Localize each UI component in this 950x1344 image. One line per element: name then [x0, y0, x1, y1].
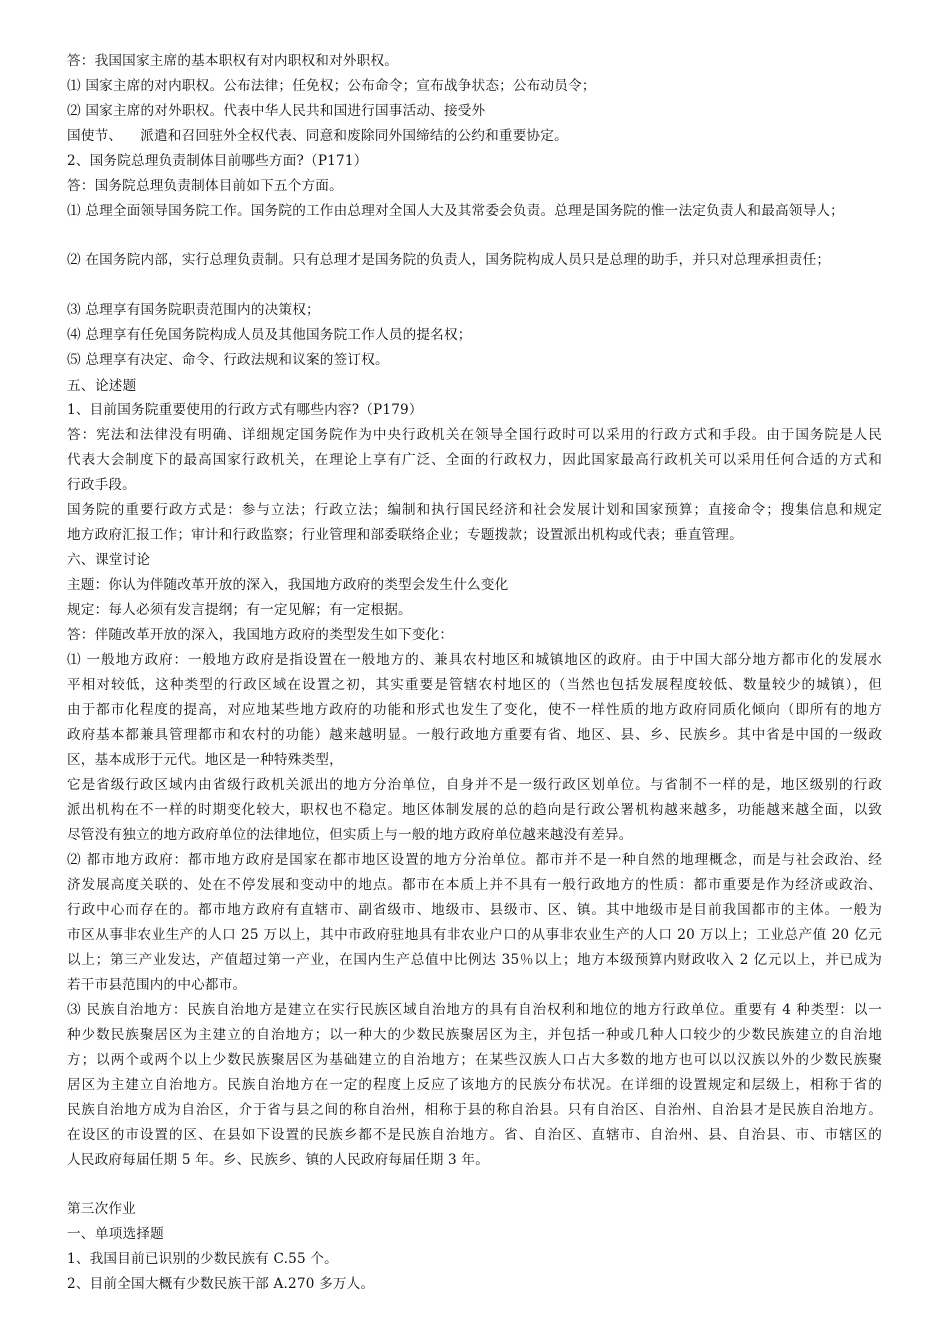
- text-line: ⑵ 国家主席的对外职权。代表中华人民共和国进行国事活动、接受外: [67, 103, 486, 119]
- section-title: 课堂讨论: [95, 552, 151, 568]
- text-line: 尽管没有独立的地方政府单位的法律地位，但实质上与一般的地方政府单位越来越没有差异。: [67, 827, 633, 843]
- text-line: 派出机构在不一样的时期变化较大，职权也不稳定。地区体制发展的总的趋向是行政公署机构越来越多，功能越来越全面，以致: [67, 802, 882, 818]
- assignment-title: 第三次作业: [67, 1201, 136, 1217]
- section-title: 论述题: [95, 378, 137, 394]
- section-number: 六、: [67, 552, 95, 568]
- text-line: 答：我国国家主席的基本职权有对内职权和对外职权。: [67, 53, 399, 69]
- text-line: 答：国务院总理负责制体目前如下五个方面。: [67, 178, 343, 194]
- text-line: 由于都市化程度的提高，对应地某些地方政府的功能和形式也发生了变化，使不一样性质的地方政府同质化倾向（即所有的地方: [67, 702, 882, 718]
- text-line: ⑵ 都市地方政府：都市地方政府是国家在都市地区设置的地方分治单位。都市并不是一种自然的地理概念，而是与社会政治、经: [67, 852, 882, 868]
- text-line: 答：伴随改革开放的深入，我国地方政府的类型发生如下变化：: [67, 627, 454, 643]
- text-line: ⑴ 一般地方政府：一般地方政府是指设置在一般地方的、兼具农村地区和城镇地区的政府。由于中国大部分地方都市化的发展水: [67, 652, 882, 668]
- section-number: 一、: [67, 1226, 95, 1242]
- text-line: 济发展高度关联的、处在不停发展和变动中的地点。都市在本质上并不具有一般行政地方的性质：都市重要是作为经济或政治、: [67, 877, 882, 893]
- question-heading: 2、国务院总理负责制体目前哪些方面?（P171）: [67, 153, 368, 169]
- text-line: 1、我国目前已识别的少数民族有 C.55 个。: [67, 1251, 338, 1267]
- text-line: 区，基本成形于元代。地区是一种特殊类型，: [67, 752, 343, 768]
- section-heading: [67, 1225, 164, 1243]
- text-line: ⑷ 总理享有任免国务院构成人员及其他国务院工作人员的提名权；: [67, 327, 472, 343]
- text-line: ⑵ 在国务院内部，实行总理负责制。只有总理才是国务院的负责人，国务院构成人员只是总理的助手，并只对总理承担责任；: [67, 252, 831, 268]
- text-line: 国务院的重要行政方式是：参与立法；行政立法；编制和执行国民经济和社会发展计划和国家预算；直接命令；搜集信息和规定: [67, 502, 882, 518]
- text-line: 行政中心而存在的。都市地方政府有直辖市、副省级市、地级市、县级市、区、镇。其中地级市是目前我国都市的主体。一般为: [67, 902, 882, 918]
- section-number: 五、: [67, 378, 95, 394]
- text-line: ⑶ 民族自治地方：民族自治地方是建立在实行民族区域自治地方的具有自治权利和地位的地方行政单位。重要有 4 种类型：以一: [67, 1002, 882, 1018]
- section-heading: [67, 551, 150, 569]
- text-line: 政府基本都兼具管理都市和农村的功能）越来越明显。一般行政地方重要有省、地区、县、乡、民族乡。其中省是中国的一级政: [67, 727, 882, 743]
- text-line: 在设区的市设置的区、在县如下设置的民族乡都不是民族自治地方。省、自治区、直辖市、自治州、县、自治县、市、市辖区的: [67, 1127, 882, 1143]
- text-line: 行政手段。: [67, 477, 136, 493]
- question-heading: 1、目前国务院重要使用的行政方式有哪些内容?（P179）: [67, 402, 423, 418]
- text-line: 人民政府每届任期 5 年。乡、民族乡、镇的人民政府每届任期 3 年。: [67, 1152, 490, 1168]
- text-line: 地方政府汇报工作；审计和行政监察；行业管理和部委联络企业；专题拨款；设置派出机构或代表；垂直管理。: [67, 527, 743, 543]
- text-line: 市区从事非农业生产的人口 25 万以上，其中市政府驻地具有非农业户口的从事非农业生产的人口 20 万以上；工业总产值 20 亿元: [67, 927, 882, 943]
- text-line: 若干市县范围内的中心都市。: [67, 977, 247, 993]
- text-line: 平相对较低，这种类型的行政区域在设置之初，其实重要是管辖农村地区的（当然也包括发展程度较低、数量较少的城镇），但: [67, 677, 882, 693]
- text-line: ⑶ 总理享有国务院职责范围内的决策权；: [67, 302, 320, 318]
- section-heading: [67, 377, 136, 395]
- text-line: 答：宪法和法律没有明确、详细规定国务院作为中央行政机关在领导全国行政时可以采用的行政方式和手段。由于国务院是人民: [67, 427, 882, 443]
- text-line: ⑸ 总理享有决定、命令、行政法规和议案的签订权。: [67, 352, 389, 368]
- text-line: 2、目前全国大概有少数民族干部 A.270 多万人。: [67, 1276, 375, 1292]
- text-line: 民族自治地方成为自治区，介于省与县之间的称自治州，相称于县的称自治县。只有自治区、自治州、自治县才是民族自治地方。: [67, 1102, 882, 1118]
- text-line: 居区为主建立自治地方。民族自治地方在一定的程度上反应了该地方的民族分布状况。在详细的设置规定和层级上，相称于省的: [67, 1077, 882, 1093]
- text-line: 规定：每人必须有发言提纲；有一定见解；有一定根据。: [67, 602, 412, 618]
- text-line: 方；以两个或两个以上少数民族聚居区为基础建立的自治地方；在某些汉族人口占大多数的地方也可以以汉族以外的少数民族聚: [67, 1052, 882, 1068]
- text-line: ⑴ 总理全面领导国务院工作。国务院的工作由总理对全国人大及其常委会负责。总理是国务院的惟一法定负责人和最高领导人；: [67, 203, 844, 219]
- text-line: 以上；第三产业发达，产值超过第一产业，在国内生产总值中比例达 35％以上；地方本级预算内财政收入 2 亿元以上，并已成为: [67, 952, 882, 968]
- text-line: ⑴ 国家主席的对内职权。公布法律；任免权；公布命令；宣布战争状态；公布动员令；: [67, 78, 596, 94]
- text-line: 它是省级行政区域内由省级行政机关派出的地方分治单位，自身并不是一级行政区划单位。与省制不一样的是，地区级别的行政: [67, 777, 882, 793]
- text-line: 代表大会制度下的最高国家行政机关，在理论上享有广泛、全面的行政权力，因此国家最高行政机关可以采用任何合适的方式和: [67, 452, 882, 468]
- text-line: 主题：你认为伴随改革开放的深入，我国地方政府的类型会发生什么变化: [67, 577, 509, 593]
- text-line: 国使节、 派遣和召回驻外全权代表、同意和废除同外国缔结的公约和重要协定。: [67, 128, 568, 144]
- section-title: 单项选择题: [95, 1226, 164, 1242]
- text-line: 种少数民族聚居区为主建立的自治地方；以一种大的少数民族聚居区为主，并包括一种或几种人口较少的少数民族建立的自治地: [67, 1027, 882, 1043]
